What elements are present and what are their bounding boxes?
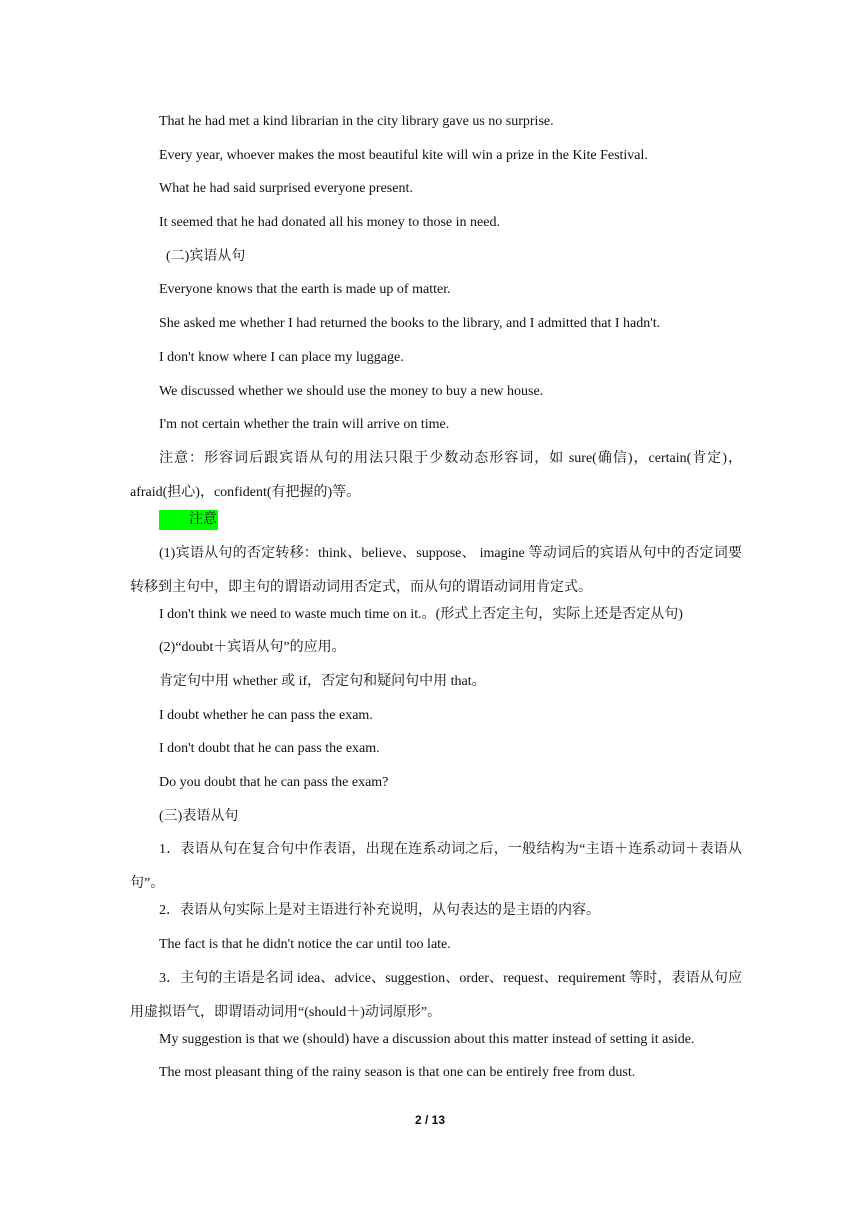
section-heading-object-clause: (二)宾语从句 xyxy=(166,248,246,264)
example-sentence: Every year, whoever makes the most beautiful kite will win a prize in the Kite Festival. xyxy=(159,147,648,163)
page-content xyxy=(130,112,742,1097)
example-sentence: That he had met a kind librarian in the city library gave us no surprise. xyxy=(159,114,554,129)
example-sentence: I don't know where I can place my luggage. xyxy=(159,349,404,365)
example-sentence: My suggestion is that we (should) have a discussion about this matter instead of setting it aside. xyxy=(159,1031,695,1047)
example-sentence: I don't think we need to waste much time on it.。(形式上否定主句，实际上还是否定从句) xyxy=(159,606,683,622)
example-sentence: The most pleasant thing of the rainy season is that one can be entirely free from dust. xyxy=(159,1065,636,1081)
example-sentence: I doubt whether he can pass the exam. xyxy=(159,707,373,723)
page-number: 2 / 13 xyxy=(414,1113,446,1127)
section-heading-predicative-clause: (三)表语从句 xyxy=(159,808,239,824)
example-sentence: I don't doubt that he can pass the exam. xyxy=(159,741,380,757)
example-sentence: She asked me whether I had returned the books to the library, and I admitted that I hadn't. xyxy=(159,316,661,332)
rule-heading: (2)“doubt＋宾语从句”的应用。 xyxy=(159,640,346,656)
rule-paragraph: 3．主句的主语是名词 idea、advice、suggestion、order、request、requirement 等时，表语从句应用虚拟语气，即谓语动词用“(should＋)动词原形”。 xyxy=(130,970,742,1020)
rule-paragraph: 2．表语从句实际上是对主语进行补充说明，从句表达的是主语的内容。 xyxy=(159,903,600,919)
example-sentence: Do you doubt that he can pass the exam? xyxy=(159,775,389,790)
example-sentence: The fact is that he didn't notice the car until too late. xyxy=(159,937,451,953)
rule-paragraph: 肯定句中用 whether 或 if，否定句和疑问句中用 that。 xyxy=(159,673,486,689)
example-sentence: It seemed that he had donated all his money to those in need. xyxy=(159,215,500,231)
example-sentence: Everyone knows that the earth is made up of matter. xyxy=(159,282,451,298)
example-sentence: We discussed whether we should use the money to buy a new house. xyxy=(159,383,544,399)
note-paragraph: 注意：形容词后跟宾语从句的用法只限于少数动态形容词，如 sure(确信)，certain(肯定)，afraid(担心)，confident(有把握的)等。 xyxy=(130,450,742,500)
note-highlight-label: 注意 xyxy=(159,510,218,530)
rule-paragraph: 1．表语从句在复合句中作表语，出现在连系动词之后，一般结构为“主语＋连系动词＋表语从句”。 xyxy=(130,842,742,892)
note-label-row xyxy=(130,510,742,530)
rule-paragraph: (1)宾语从句的否定转移：think、believe、suppose、 imagine 等动词后的宾语从句中的否定词要转移到主句中，即主句的谓语动词用否定式，而从句的谓语动词用肯定式。 xyxy=(130,545,742,595)
example-sentence: What he had said surprised everyone present. xyxy=(159,181,413,197)
example-sentence: I'm not certain whether the train will arrive on time. xyxy=(159,417,450,433)
